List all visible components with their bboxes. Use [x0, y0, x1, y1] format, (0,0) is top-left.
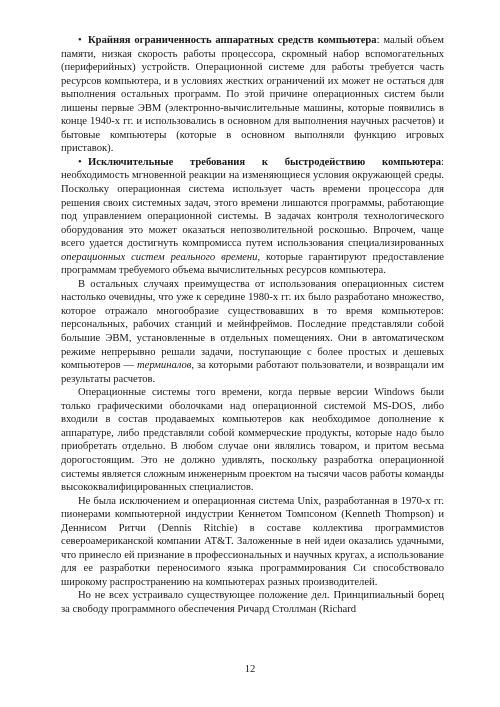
emphasis-term: терминалов: [137, 360, 192, 372]
bullet-performance-requirements: [61, 156, 444, 278]
paragraph-os-advantages: [61, 278, 444, 386]
bullet-hardware-limits: [61, 34, 444, 156]
bullet-body-continued: , которые гарантируют предоставление программам требуемого объема вычислительных ресурсов компьютера.: [61, 251, 445, 277]
bullet-body: : необходимость мгновенной реакции на изменяющиеся условия окружающей среды. Поскольку операционная система использует часть времени процессора для решения своих системных задач, этого времени лишаются программы, работающие под управлением операционной системы. В задачах контроля технологического оборудования это может оказаться непозволительной роскошью. Впрочем, чаще всего удается достигнуть компромисса путем использования специализированных: [61, 156, 444, 250]
bullet-title: Исключительные требования к быстродействию компьютера: [88, 156, 442, 168]
paragraph-os-commercial: Операционные системы того времени, когда первые версии Windows были только графическими оболочками над операционной системой MS-DOS, либо входили в состав продаваемых компьютеров как необходимое дополнение к аппаратуре, либо представляли собой коммерческие продукты, которые надо было приобретать отдельно. В любом случае они являлись товаром, и притом весьма дорогостоящим. Это не должно удивлять, поскольку разработка операционной системы является сложным инженерным проектом на тысячи часов работы команды высококвалифицированных специалистов.: [61, 387, 444, 494]
paragraph-stallman: Но не всех устраивало существующее положение дел. Принципиальный борец за свободу программного обеспечения Ричард Столлман (Richard: [61, 590, 444, 615]
paragraph-text-continued: , за которыми работают пользователи, и возвращали им результаты расчетов.: [61, 360, 444, 385]
page-number: 12: [244, 664, 256, 675]
emphasis-term: операционных систем реального времени: [61, 251, 258, 263]
bullet-title: Крайняя ограниченность аппаратных средств компьютера: [88, 35, 377, 46]
bullet-icon: •: [78, 35, 82, 46]
paragraph-text: В остальных случаях преимущества от использования операционных систем настолько очевидны, что уже к середине 1980-х гг. их было разработано множество, которое отражало многообразие существовавших в то время компьютеров: персональных, рабочих станций и мейнфреймов. Последние представляли собой большие ЭВМ, установленные в отдельных помещениях. Они в автоматическом режиме непрерывно решали задачи, поступающие с более простых и дешевых компьютеров —: [61, 278, 444, 372]
bullet-icon: •: [78, 156, 82, 168]
bullet-body: : малый объем памяти, низкая скорость работы процессора, скромный набор вспомогательных (периферийных) устройств. Операционной системе для работы требуется часть ресурсов компьютера, и в условиях жестких ограничений их может не остаться для выполнения остальных программ. По этой причине операционных систем были лишены первые ЭВМ (электронно-вычислительные машины, которые появились в конце 1940-х гг. и использовались в основном для выполнения научных расчетов) и бытовые компьютеры (которые в основном выполняли функцию игровых приставок).: [61, 35, 444, 155]
body-text: [61, 34, 444, 617]
paragraph-unix-history: Не была исключением и операционная система Unix, разработанная в 1970-х гг. пионерами компьютерной индустрии Кеннетом Томпсоном (Kenneth Thompson) и Деннисом Ритчи (Dennis Ritchie) в составе коллектива программистов североамериканской компании AT&T. Заложенные в ней идеи оказались удачными, что принесло ей признание в профессиональных и научных кругах, а использование для ее разработки переносимого языка программирования Си способствовало широкому распространению на компьютерах разных производителей.: [61, 495, 444, 588]
